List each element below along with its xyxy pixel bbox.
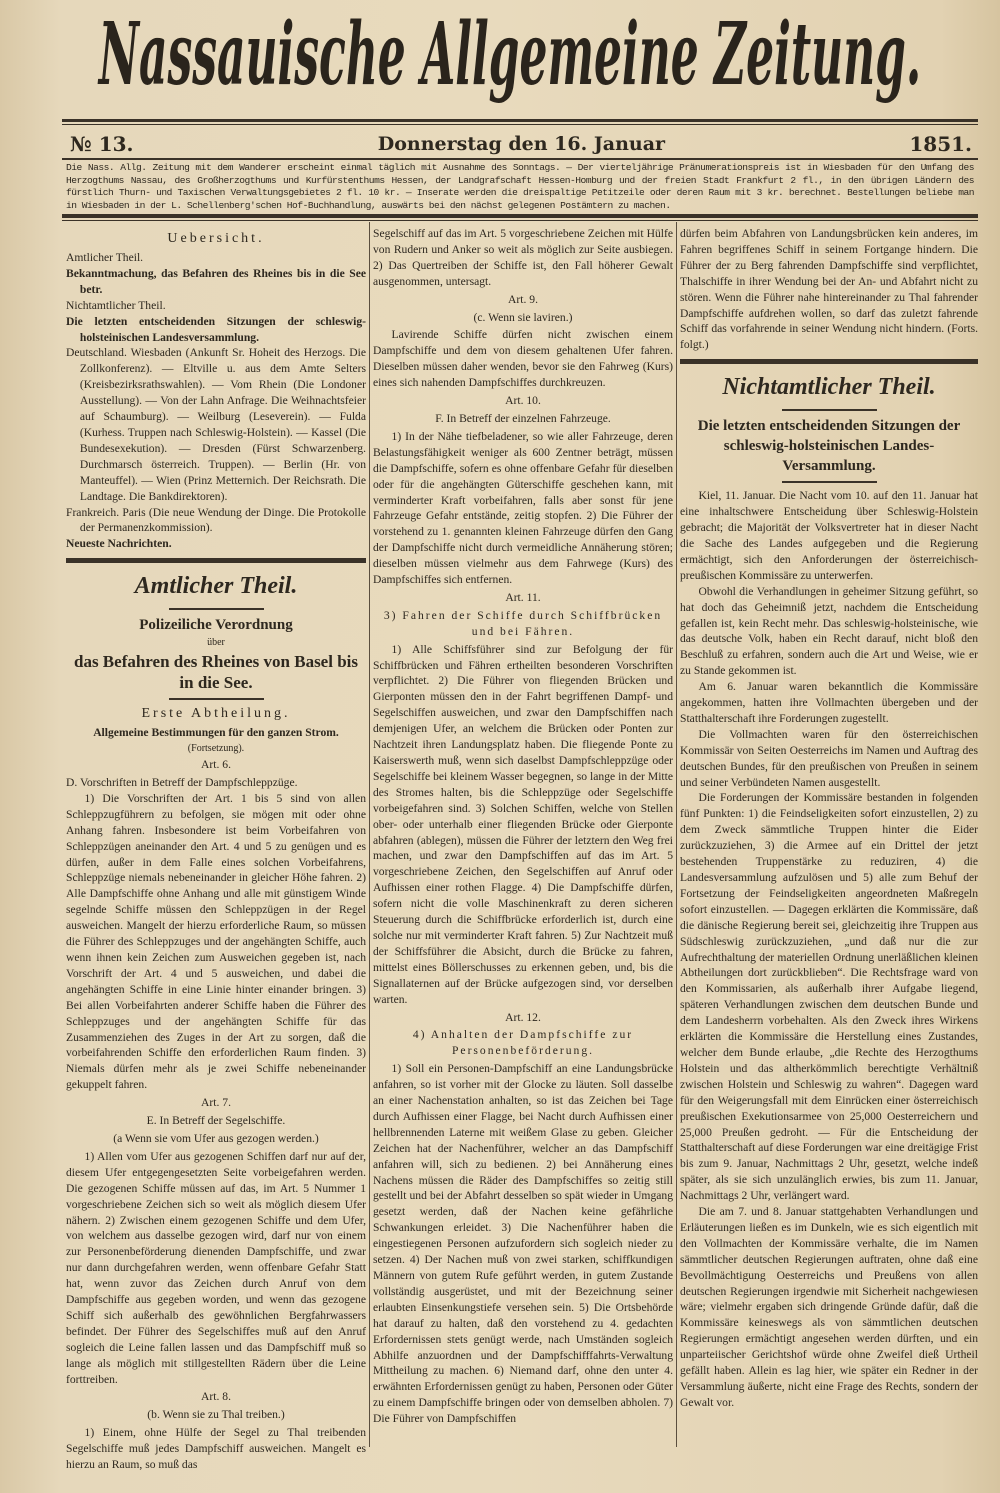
small-caption: über [207,637,225,649]
article-label: E. In Betreff der Segelschiffe. [146,1114,286,1128]
article-title: Die letzten entscheidenden Sitzungen der schleswig-holsteinischen Landes-Versammlung. [697,418,961,475]
toc-item: Neueste Nachrichten. [66,537,172,551]
paragraph: 1) Die Vorschriften der Art. 1 bis 5 sind von allen Schleppzugführern zu befolgen, sie mögen mit oder ohne Anhang fahren. Insbesondere ist beim Vorbeifahren von Schleppzügen aneinander den Art. 4 und 5 zu genügen und es dürfen, außer in dem Falle eines solchen Vorbeifahrens, Schleppzüge niemals nebeneinander in gleicher Höhe fahren. 2) Alle Dampfschiffe ohne Anhang und alle mit günstigem Winde segelnde Schiffe müssen den Schleppzügen in der Regel ausweichen. Mangelt der hierzu erforderliche Raum, so müssen die Führer des Schleppzuges und der angehängten Schiffe, auch wenn ihnen kein Zeichen zum Ausweichen gegeben ist, nach Vorschrift der Art. 4 und 5 ausweichen, und dabei die angehängten Schiffe in eine Linie hinter einander bringen. 3) Bei allen Vorbeifahrten anderer Schiffe haben die Führer des Schleppzuges und der angehängten Schiffe für das Zusammenziehen des Zuges in der Art zu sorgen, daß die vorbeifahrenden Schiffe den erforderlichen Raum finden. 3) Niemals dürfen mehr als je zwei Schiffe nebeneinander gekuppelt fahren. [66,791,366,1092]
paragraph: Die Forderungen der Kommissäre bestanden in folgenden fünf Punkten: 1) die Feindseligkeiten sofort einzustellen, 2) zu dem Zweck sämmtliche Truppen hinter die Eider zurückzuziehen, 3) die Armee auf ein Drittel der jetzt bestehenden Truppenstärke zu reduziren, 4) die Landesversammlung aufzulösen und 5) alle zum Behuf der Fortsetzung der Feindseligkeiten angeordneten Maßregeln sofort einzustellen. — Dagegen erklärten die Kommissäre, daß die dänische Regierung bereit sei, gleichzeitig ihre Truppen aus Südschleswig zurückzuziehen, „und daß nur die zur Aufrechthaltung der materiellen Ordnung unerläßlichen kleinen Abtheilungen dort zurückblieben“. Die Rechtsfrage ward von den Kommissarien, als außerhalb ihrer Aufgabe liegend, späteren Verhandlungen zwischen dem deutschen Bunde und dem Landesherrn vorbehalten. Als den Zweck ihres Wirkens erklärten die Kommissäre die Herstellung eines Zustandes, welcher dem Bunde erlaube, „die Rechte des Herzogthums Holstein und das altherkömmlich berechtigte Verhältniß zwischen Holstein und Schleswig zu wahren“. Dagegen ward für den Weigerungsfall mit dem Einrücken einer österreichisch preußischen Exekutionsarmee von 25,000 Oesterreichern und 25,000 Preußen gedroht. — Für die Entscheidung der Statthalterschaft auf diese Forderungen war eine dreitägige Frist bis zum 9. Januar, Nachmittags 2 Uhr, gesetzt, welche indeß später, als sie sich unzulänglich erwies, bis zum 11. Januar, Nachmittags 2 Uhr, verlängert ward. [680,791,978,1203]
section-heading: Erste Abtheilung. [141,706,291,722]
article-title: Polizeiliche Verordnung [139,617,293,634]
part-heading: Nichtamtlicher Theil. [722,374,936,401]
column-3 [680,226,978,1411]
paragraph: 1) Allen vom Ufer aus gezogenen Schiffen darf nur auf der, diesem Ufer entgegengesetzten Seite vorbeigefahren werden. Die gezogenen Schiffe müssen auf das, im Art. 5 Nummer 1 vorgeschriebene Zeichen sich so weit als möglich diesem Ufer nähern. 2) Zwischen einem gezogenen Schiffe und dem Ufer, von welchem aus dasselbe gezogen wird, darf nur von einem zur Personenbeförderung dienenden Dampfschiffe, und zwar nur dann durchgefahren werden, wenn offenbare Gefahr Statt hat, wenn zuvor das Zeichen durch Anruf von dem Dampfschiffe aus gegeben worden, und wenn das gezogene Schiff sich außerhalb des gewöhnlichen Bergfahrwassers befindet. Der Führer des Segelschiffes muß auf den Anruf sogleich die Leine fallen lassen und das Dampfschiff muß so lange als möglich mit stillgestellten Rädern über die Leine forttreiben. [66,1149,366,1386]
column-1 [66,226,366,1473]
paragraph: Kiel, 11. Januar. Die Nacht vom 10. auf den 11. Januar hat eine inhaltschwere Entscheidung über Schleswig-Holstein gebracht; die Majorität der Volksvertreter hat in dieser Nacht die Sache des Landes aufgegeben und die Regierung ermächtigt, sich den Anforderungen der österreichisch-preußischen Kommissäre zu unterwerfen. [680,489,978,582]
article-label: (b. Wenn sie zu Thal treiben.) [147,1408,285,1422]
paragraph: Am 6. Januar waren bekanntlich die Kommissäre angekommen, hatten ihre Vollmachten übergeben und der Statthalterschaft ihre Forderungen zugestellt. [680,680,978,725]
article-label: Art. 8. [201,1390,231,1404]
section-subheading: 4) Anhalten der Dampfschiffe zur Personenbeförderung. [412,1028,634,1058]
paragraph: Segelschiff auf das im Art. 5 vorgeschriebene Zeichen mit Hülfe von Rudern und Anker so weit als möglich zur Seite ausbiegen. 2) Das Quertreiben der Schiffe ist, den Fall höherer Gewalt ausgenommen, untersagt. [373,227,673,288]
paragraph: Die am 7. und 8. Januar stattgehabten Verhandlungen und Erläuterungen ließen es im Dunkeln, wie es sich eigentlich mit den Vollmachten der Kommissäre verhalte, die im Namen sämmtlicher deutschen Regierungen auftraten, ohne daß eine Bevollmächtigung Oesterreichs und Preußens von allen deutschen Regierungen irgendwie mit Sicherheit nachgewiesen wäre; vielmehr ergaben sich dringende Gründe dafür, daß die Kommissäre keineswegs als von sämmtlichen deutschen Regierungen ermächtigt angesehen werden dürften, und ein unparteiischer Gerichtshof würde ohne Zweifel dieß Urtheil gefällt haben. Allein es lag hier, wie später ein Redner in der Versammlung äußerte, nicht eine Frage des Rechts, sondern der Gewalt vor. [680,1205,978,1409]
toc-item: Amtlicher Theil. [66,251,144,264]
toc-item: Die letzten entscheidenden Sitzungen der schleswig-holsteinischen Landesversammlung. [66,314,366,344]
subscription-notice: Die Nass. Allg. Zeitung mit dem Wanderer erscheint einmal täglich mit Ausnahme des Sonntags. — Der vierteljährige Pränumerationspreis ist in Wiesbaden für den Umfang des Herzogthums Nassau, des Großherzogthums und Kurfürstenthums Hessen, der Landgrafschaft Hessen-Homburg und der freien Stadt Frankfurt 2 fl., in den übrigen Ländern des fürstlich Thurn- und Taxischen Verwaltungsgebietes 2 fl. 10 kr. — Inserate werden die dreispaltige Petitzeile oder deren Raum mit 3 kr. berechnet. Bestellungen beliebe man in Wiesbaden in der L. Schellenberg'schen Hof-Buchhandlung, auswärts bei den nächst gelegenen Postämtern zu machen. [66,162,974,211]
small-caption: (Fortsetzung). [187,743,245,755]
issue-header [70,130,972,158]
column-divider [369,222,370,1447]
part-heading: Amtlicher Theil. [134,573,298,600]
paragraph: 1) In der Nähe tiefbeladener, so wie aller Fahrzeuge, deren Belastungsfähigkeit weniger als 600 Zentner beträgt, müssen die Dampfschiffe, sofern es ohne offenbare Gefahr für dieselben oder für die angehängten Güterschiffe geschehen kann, mit verminderter Kraft vorbeifahren, falls aber sonst für jene Fahrzeuge Gefahr entstände, zeitig stopfen. 2) Die Führer der vorstehend zu 1. genannten kleinen Fahrzeuge dürfen den Gang der Dampfschiffe nicht durch vermeidliche Annäherung stören; dieselben müssen vielmehr aus dem Fahrwege (Kurs) des Dampfschiffes sich entfernen. [373,429,673,587]
paragraph: Die Vollmachten waren für den österreichischen Kommissär von Seiten Oesterreichs im Namen und Auftrag des deutschen Bundes, für den preußischen von Preußen in seinem und seiner Verbündeten Namen ausgestellt. [680,727,978,789]
article-label: Art. 6. [201,758,231,772]
section-heading: Uebersicht. [167,231,265,246]
paragraph: 1) Soll ein Personen-Dampfschiff an eine Landungsbrücke anfahren, so ist vorher mit der Glocke zu läuten. Soll dasselbe an einer Nachenstation anhalten, so ist das Zeichen bei Tage durch Aufhissen einer Flagge, bei Nacht durch Aufhissen einer hellbrennenden Laterne mit weißem Glase zu geben. Gleicher Zeichen hat der Nachenführer, welcher an das Dampfschiff anfahren will, sich zu bedienen. 2) bei Annäherung eines Nachens müssen die Räder des Dampfschiffes so zeitig still gestellt und bei der Abfahrt desselben so spät wieder in Umgang gesetzt werden, daß der Nachen keine gefährliche Schwankungen erleidet. 3) Die Nachenführer haben die eingestiegenen Personen aufzufordern sich sogleich nieder zu setzen. 4) Der Nachen muß von zwei starken, schiffkundigen Männern von gutem Rufe geführt werden, in gutem Zustande vollständig ausgerüstet, und mit der Bezeichnung seiner erlaubten Einsenkungstiefe versehen sein. 5) Die Ortsbehörde hat darauf zu halten, daß den vorstehend zu 4. gedachten Erfordernissen stets genügt werde, nach Umständen sogleich Abhilfe anzuordnen und der Dampfschifffahrts-Verwaltung Mittheilung zu machen. 6) Niemand darf, ohne den unter 4. erwähnten Erfordernissen genügt zu haben, Personen oder Güter zu einem Dampfschiffe bringen oder von demselben abholen. 7) Die Führer von Dampfschiffen [373,1062,673,1426]
short-rule [169,608,264,610]
paragraph: 1) Einem, ohne Hülfe der Segel zu Thal treibenden Segelschiffe muß jedes Dampfschiff ausweichen. Mangelt es hierzu an Raum, so muß das [66,1426,366,1472]
article-label: Art. 10. [505,394,541,408]
short-rule [169,698,264,700]
column-divider [676,222,677,1447]
divider [62,119,978,122]
divider [62,158,978,160]
section-rule [680,359,978,364]
article-label: F. In Betreff der einzelnen Fahrzeuge. [435,411,611,425]
toc-item: Bekanntmachung, das Befahren des Rheines bis in die See betr. [66,266,366,296]
article-label: Art. 12. [505,1010,541,1024]
column-2 [373,226,673,1427]
section-rule [66,558,366,563]
short-rule [782,409,877,411]
divider [62,124,978,125]
article-label: Art. 9. [508,292,538,306]
article-label: Art. 7. [201,1096,231,1110]
divider [62,220,978,221]
paragraph: 1) Alle Schiffsführer sind zur Befolgung der für Schiffbrücken und Fähren ertheilten besonderen Vorschriften verpflichtet. 2) Die Führer von fliegenden Brücken und Gierponten müssen den in der Fahrt begriffenen Dampf- und Segelschiffen ausweichen, und zwar den Dampfschiffen nach demjenigen Ufer, an welchem die Brücken oder Ponten zur Nachtzeit ihren Landungsplatz haben. Die fliegende Ponte zu Kaiserswerth muß, wenn sich daselbst Dampfschleppzüge oder Segelschiffe bei kleinem Wasser begegnen, so lange in der Mitte des Stromes halten, bis die Schleppzüge oder Segelschiffe vorbeigefahren sind. 3) Solchen Schiffen, welche von Stellen ober- oder unterhalb einer fliegenden Brücke oder Gierponte abfahren (ablegen), müssen die Führer der letztern den Weg frei machen, und zwar den Dampfschiffen auf das im Art. 5 vorgeschriebene Zeichen, den Segelschiffen auf Anruf oder Aufhissen einer rothen Flagge. 4) Die Dampfschiffe dürfen, sofern nicht die volle Maschinenkraft zu deren sicheren Steuerung durch die Schiffbrücke erforderlich ist, durch eine solche nur mit verminderter Kraft fahren. 5) Zur Nachtzeit muß der Schiffsführer die Absicht, durch die Brücke zu fahren, mittelst eines Böllerschusses zu erkennen geben, und, bis die Signallaternen auf der Brücke aufgezogen sind, vor derselben warten. [373,642,673,1006]
issue-year: 1851. [909,132,972,156]
section-subheading: Allgemeine Bestimmungen für den ganzen Strom. [93,726,339,740]
toc-item: Nichtamtlicher Theil. [66,298,166,312]
article-label: Art. 11. [505,590,541,604]
paragraph: Obwohl die Verhandlungen in geheimer Sitzung geführt, so hat doch das Geheimniß jetzt, nachdem die Entscheidung gefallen ist, kein Recht mehr. Das schleswig-holsteinische, wie das deutsche Volk, haben ein Recht darauf, nicht bloß den Beschluß zu erfahren, sondern auch die Art und Weise, wie er zu Stande gekommen ist. [680,584,978,678]
article-label: (c. Wenn sie laviren.) [473,310,573,324]
section-subheading: 3) Fahren der Schiffe durch Schiffbrücken und bei Fähren. [383,608,663,638]
article-label: (a Wenn sie vom Ufer aus gezogen werden.) [113,1131,319,1145]
article-subtitle: das Befahren des Rheines von Basel bis in die See. [73,652,358,693]
toc-item: Deutschland. Wiesbaden (Ankunft Sr. Hoheit des Herzogs. Die Zollkonferenz). — Eltville u. aus dem Amte Selters (Kreisbezirksrathswahlen). — Vom Rhein (Die Londoner Ausstellung). — Von der Lahn Anfrage. Die Weihnachtsfeier auf Schaumburg). — Weilburg (Leseverein). — Fulda (Kurhess. Truppen nach Schleswig-Holstein). — Kassel (Die Bundesexekution). — Dresden (Fürst Schwarzenberg. Durchmarsch österreich. Truppen). — Berlin (Hr. von Manteuffel). — Wien (Prinz Metternich. Der Reichsrath. Die Landtage. Die Bankdirektoren). [66,346,366,503]
paragraph: dürfen beim Abfahren von Landungsbrücken kein anderes, im Fahren begriffenes Schiff in seinem Fortgange hindern. Die Führer der zu Berg fahrenden Dampfschiffe sind verpflichtet, Thalschiffe in ihrer Wendung bei der An- und Abfahrt nicht zu stören. Wenn die Führer nahe hintereinander zu Thal fahrender Dampfschiffe aufdrehen wollen, so darf das zuletzt fahrende Schiff das vorfahrende in seiner Wendung nicht hindern. (Forts. folgt.) [680,227,978,352]
short-rule [782,481,877,483]
masthead-title: Nassauische Allgemeine Zeitung. [98,6,922,106]
issue-date: Donnerstag den 16. Januar [377,133,666,155]
divider [62,214,978,218]
paragraph: D. Vorschriften in Betreff der Dampfschleppzüge. [66,776,298,790]
paragraph: Lavirende Schiffe dürfen nicht zwischen einem Dampfschiffe und dem von diesem gehaltenen Ufer fahren. Dieselben müssen daher wenden, bevor sie den Fahrweg (Kurs) eines sich nahenden Dampfschiffes durchkreuzen. [373,328,673,390]
issue-number: № 13. [70,132,134,156]
toc-item: Frankreich. Paris (Die neue Wendung der Dinge. Die Protokolle der Permanenzkommission). [66,505,366,535]
